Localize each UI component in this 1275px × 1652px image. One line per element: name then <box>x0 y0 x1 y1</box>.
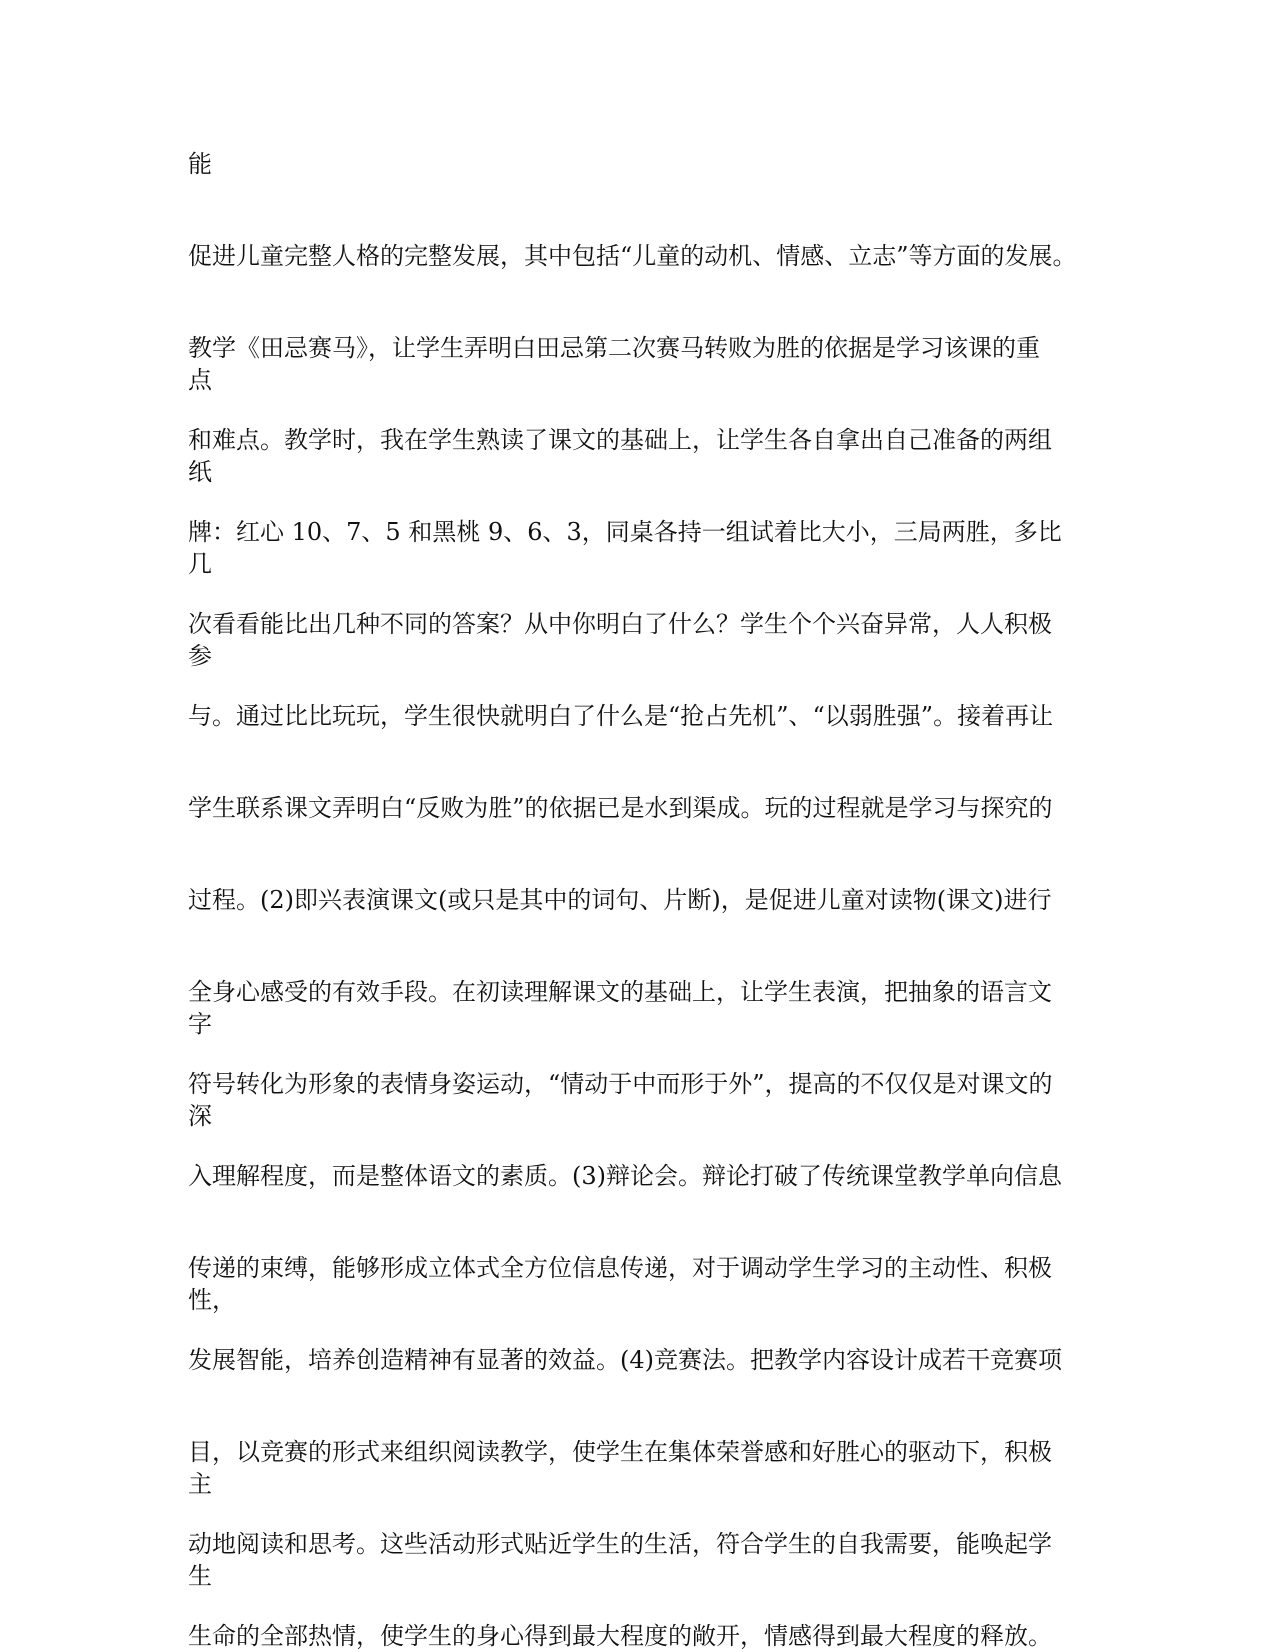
text-line: 牌：红心 10、7、5 和黑桃 9、6、3，同桌各持一组试着比大小，三局两胜，多比 <box>188 518 1062 546</box>
text-line: 和难点。教学时，我在学生熟读了课文的基础上，让学生各自拿出自己准备的两组 <box>188 426 1052 454</box>
text-line: 促进儿童完整人格的完整发展，其中包括“儿童的动机、情感、立志”等方面的发展。 <box>188 242 1077 270</box>
text-line: 入理解程度，而是整体语文的素质。(3)辩论会。辩论打破了传统课堂教学单向信息 <box>188 1162 1062 1190</box>
text-line-block <box>188 516 1088 580</box>
text-line: 教学《田忌赛马》，让学生弄明白田忌第二次赛马转败为胜的依据是学习该课的重 <box>188 334 1040 362</box>
text-line-block <box>188 1160 1088 1192</box>
line-spacing <box>188 1316 1088 1344</box>
text-line-block <box>188 1068 1088 1132</box>
line-spacing <box>188 1040 1088 1068</box>
text-line-block <box>188 424 1088 488</box>
text-line-block <box>188 792 1088 824</box>
text-line-wrap: 字 <box>188 1010 212 1038</box>
text-line-block <box>188 1252 1088 1316</box>
line-spacing <box>188 272 1088 332</box>
text-line-wrap: 参 <box>188 642 212 670</box>
line-spacing <box>188 488 1088 516</box>
text-line: 能 <box>188 150 212 178</box>
text-line: 次看看能比出几种不同的答案？从中你明白了什么？学生个个兴奋异常，人人积极 <box>188 610 1052 638</box>
text-line-block <box>188 884 1088 916</box>
text-line: 过程。(2)即兴表演课文(或只是其中的词句、片断)，是促进儿童对读物(课文)进行 <box>188 886 1052 914</box>
text-line-block <box>188 608 1088 672</box>
text-line-block <box>188 1344 1088 1376</box>
line-spacing <box>188 180 1088 240</box>
text-line: 与。通过比比玩玩，学生很快就明白了什么是“抢占先机”、“以弱胜强”。接着再让 <box>188 702 1054 730</box>
text-line-block <box>188 240 1088 272</box>
text-line: 传递的束缚，能够形成立体式全方位信息传递，对于调动学生学习的主动性、积极 <box>188 1254 1052 1282</box>
text-line-wrap: 主 <box>188 1470 212 1498</box>
text-line: 学生联系课文弄明白“反败为胜”的依据已是水到渠成。玩的过程就是学习与探究的 <box>188 794 1053 822</box>
line-spacing <box>188 580 1088 608</box>
line-spacing <box>188 1132 1088 1160</box>
text-line: 全身心感受的有效手段。在初读理解课文的基础上，让学生表演，把抽象的语言文 <box>188 978 1052 1006</box>
text-line-block <box>188 1620 1088 1652</box>
text-line: 生命的全部热情，使学生的身心得到最大程度的敞开，情感得到最大程度的释放。 <box>188 1622 1052 1650</box>
text-line: 动地阅读和思考。这些活动形式贴近学生的生活，符合学生的自我需要，能唤起学 <box>188 1530 1052 1558</box>
line-spacing <box>188 1592 1088 1620</box>
line-spacing <box>188 1376 1088 1436</box>
text-line-wrap: 几 <box>188 550 212 578</box>
line-spacing <box>188 916 1088 976</box>
text-line: 发展智能，培养创造精神有显著的效益。(4)竞赛法。把教学内容设计成若干竞赛项 <box>188 1346 1062 1374</box>
text-line-wrap: 点 <box>188 366 212 394</box>
line-spacing <box>188 824 1088 884</box>
text-line-wrap: 生 <box>188 1562 212 1590</box>
line-spacing <box>188 672 1088 700</box>
text-line-wrap: 性， <box>188 1286 236 1314</box>
text-line: 符号转化为形象的表情身姿运动，“情动于中而形于外”，提高的不仅仅是对课文的 <box>188 1070 1053 1098</box>
text-line-block <box>188 700 1088 732</box>
text-line-wrap: 深 <box>188 1102 212 1130</box>
document-body <box>188 148 1088 1652</box>
text-line-block <box>188 976 1088 1040</box>
text-line-block <box>188 332 1088 396</box>
line-spacing <box>188 1500 1088 1528</box>
text-line-wrap: 纸 <box>188 458 212 486</box>
text-line-block <box>188 1436 1088 1500</box>
text-line-block <box>188 1528 1088 1592</box>
line-spacing <box>188 396 1088 424</box>
line-spacing <box>188 732 1088 792</box>
line-spacing <box>188 1192 1088 1252</box>
text-line-block <box>188 148 1088 180</box>
text-line: 目，以竞赛的形式来组织阅读教学，使学生在集体荣誉感和好胜心的驱动下，积极 <box>188 1438 1052 1466</box>
